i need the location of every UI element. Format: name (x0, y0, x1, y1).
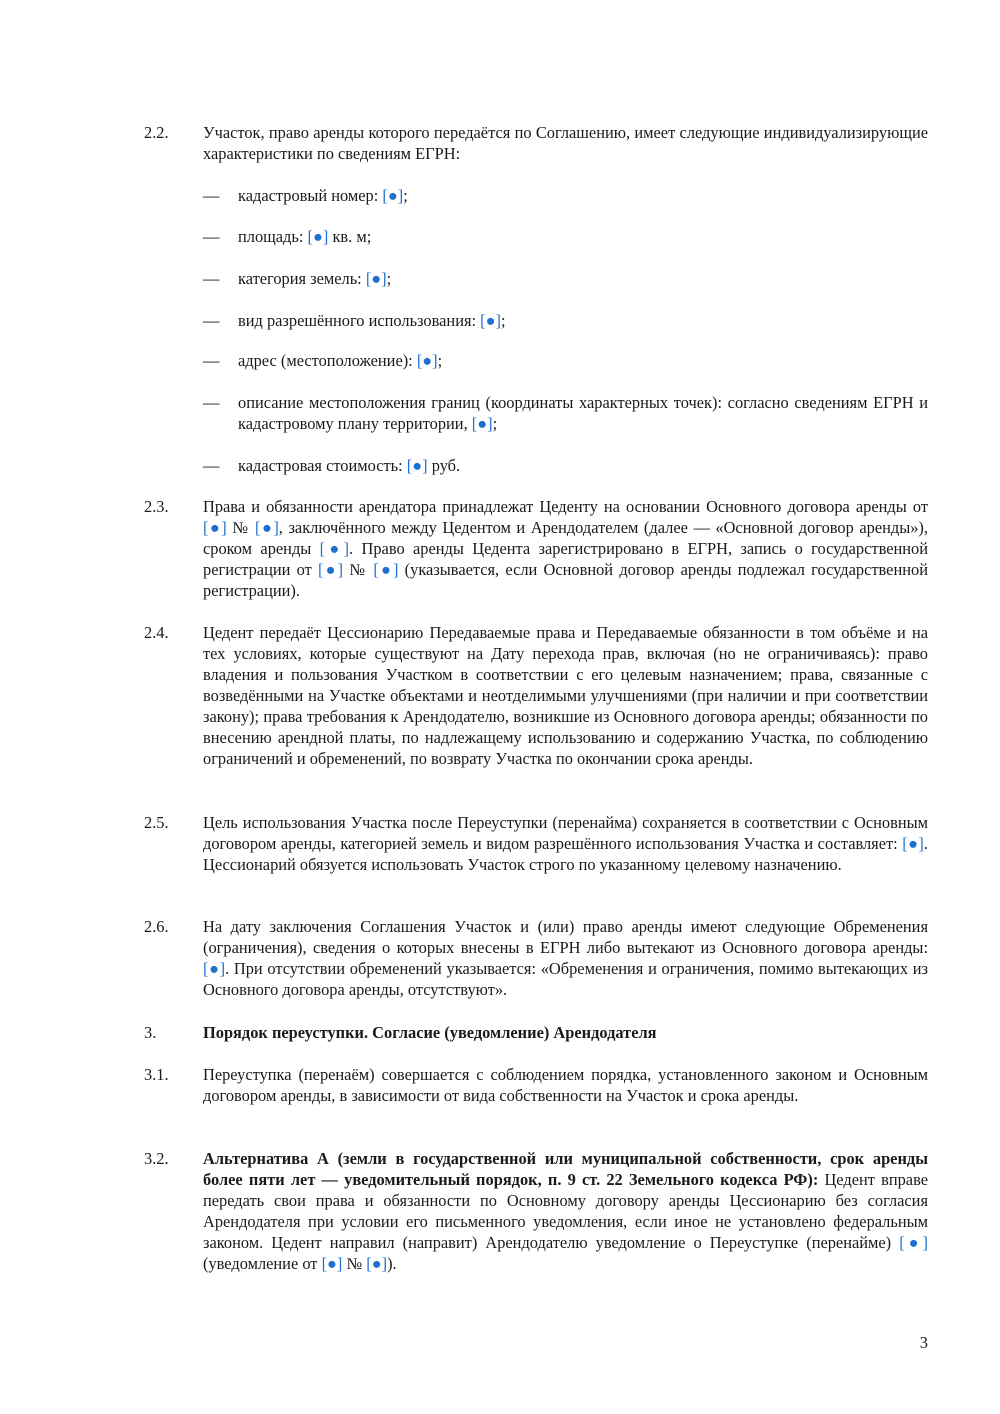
clause-3-1 (144, 1064, 928, 1106)
clause-number: 2.3. (144, 497, 169, 516)
bullet-area (203, 226, 928, 247)
placeholder-mark[interactable]: [●] (480, 311, 501, 330)
clause-text (203, 496, 928, 601)
alternative-heading: Альтернатива А (земли в государственной или муниципальной собственности, срок аренды более пяти лет — уведомительный порядок, п. 9 ст. 22 Земельного кодекса РФ): (203, 1149, 928, 1189)
placeholder-mark[interactable]: [●] (471, 414, 493, 433)
text-run: ). (387, 1254, 397, 1273)
section-number: 3. (144, 1023, 157, 1042)
text-run: № (342, 1254, 367, 1273)
text-run: , заключённого между Цедентом и Арендодателем (далее — «Основной договор аренды»), сроком аренды (203, 518, 928, 558)
clause-text: Участок, право аренды которого передаётся по Соглашению, имеет следующие индивидуализирующие характеристики по сведениям ЕГРН: (203, 123, 928, 163)
clause-number: 2.4. (144, 623, 169, 642)
placeholder-mark[interactable]: [●] (321, 1254, 343, 1273)
unit-text: кв. м; (328, 227, 372, 246)
placeholder-mark[interactable]: [●] (319, 539, 350, 558)
bullet-cadastral-number (203, 185, 928, 206)
text-run: № (343, 560, 374, 579)
placeholder-mark[interactable]: [●] (318, 560, 344, 579)
clause-text (203, 812, 928, 875)
clause-text (203, 916, 928, 1000)
text-run: № (226, 518, 256, 537)
bullet-text: кадастровая стоимость: (238, 456, 407, 475)
dash-marker: — (203, 351, 220, 370)
section-3-heading (144, 1022, 928, 1043)
clause-text (203, 1148, 928, 1274)
dash-marker: — (203, 311, 220, 330)
semicolon: ; (403, 186, 408, 205)
text-run: Цель использования Участка после Переуступки (перенайма) сохраняется в соответствии с Основным договором аренды, категорией земель и видом разрешённого использования Участка и составляет: (203, 813, 928, 853)
text-run: Права и обязанности арендатора принадлежат Цеденту на основании Основного договора аренды от (203, 497, 928, 516)
placeholder-mark[interactable]: [●] (203, 959, 226, 978)
semicolon: ; (492, 414, 498, 433)
clause-number: 2.6. (144, 917, 169, 936)
placeholder-mark[interactable]: [●] (406, 456, 428, 475)
bullet-text: категория земель: (238, 269, 366, 288)
placeholder-mark[interactable]: [●] (255, 518, 279, 537)
bullet-cadastral-value (203, 455, 928, 476)
clause-2-2 (144, 122, 928, 164)
placeholder-mark[interactable]: [●] (382, 186, 404, 205)
clause-number: 2.2. (144, 123, 169, 142)
unit-text: руб. (427, 456, 461, 475)
dash-marker: — (203, 456, 220, 475)
placeholder-mark[interactable]: [●] (416, 351, 438, 370)
bullet-text: кадастровый номер: (238, 186, 383, 205)
text-run: На дату заключения Соглашения Участок и (или) право аренды имеют следующие Обременения (ограничения), сведения о которых внесены в ЕГРН либо вытекают из Основного договора аренды: (203, 917, 928, 957)
dash-marker: — (203, 227, 220, 246)
dash-marker: — (203, 269, 220, 288)
dash-marker: — (203, 393, 220, 412)
section-title: Порядок переуступки. Согласие (уведомление) Арендодателя (203, 1023, 657, 1042)
clause-number: 2.5. (144, 813, 169, 832)
clause-2-6 (144, 916, 928, 1000)
placeholder-mark[interactable]: [●] (203, 518, 227, 537)
clause-2-5 (144, 812, 928, 875)
text-run: . Право аренды Цедента зарегистрировано в ЕГРН, запись о государственной регистрации от (203, 539, 928, 579)
placeholder-mark[interactable]: [●] (365, 269, 387, 288)
placeholder-mark[interactable]: [●] (899, 1233, 928, 1252)
placeholder-mark[interactable]: [●] (307, 227, 329, 246)
clause-3-2 (144, 1148, 928, 1274)
semicolon: ; (386, 269, 392, 288)
semicolon: ; (437, 351, 443, 370)
bullet-land-category (203, 268, 928, 289)
text-run: . При отсутствии обременений указывается: «Обременения и ограничения, помимо вытекающих из Основного договора аренды, отсутствуют». (203, 959, 928, 999)
placeholder-mark[interactable]: [●] (373, 560, 399, 579)
placeholder-mark[interactable]: [●] (902, 834, 924, 853)
clause-2-4 (144, 622, 928, 769)
page-number: 3 (919, 1333, 928, 1352)
bullet-text: адрес (местоположение): (238, 351, 417, 370)
text-run: (уведомление от (203, 1254, 322, 1273)
bullet-address (203, 350, 928, 371)
bullet-text: площадь: (238, 227, 308, 246)
bullet-text: вид разрешённого использования: (238, 311, 481, 330)
clause-number: 3.1. (144, 1065, 169, 1084)
dash-marker: — (203, 186, 220, 205)
clause-number: 3.2. (144, 1149, 169, 1168)
clause-text: Цедент передаёт Цессионарию Передаваемые права и Передаваемые обязанности в том объёме и на тех условиях, которые существуют на Дату перехода прав, включая (но не ограничиваясь): право владения и пользования Участком в соответствии с его целевым назначением; права, связанные с возведёнными на Участке объектами и неотделимыми улучшениями (при наличии и при соответствии закону); права требования к Арендодателю, возникшие из Основного договора аренды; обязанности по внесению арендной платы, по надлежащему использованию и содержанию Участка, по соблюдению ограничений и обременений, по возврату Участка по окончании срока аренды. (203, 623, 928, 768)
text-run: . Цессионарий обязуется использовать Участок строго по указанному целевому назначению. (203, 834, 928, 874)
text-run: (указывается, если Основной договор аренды подлежал государственной регистрации). (203, 560, 928, 600)
bullet-text: описание местоположения границ (координаты характерных точек): согласно сведениям ЕГРН и кадастровому плану территории, (238, 393, 928, 433)
semicolon: ; (501, 311, 506, 330)
clause-text: Переуступка (перенаём) совершается с соблюдением порядка, установленного законом и Основным договором аренды, в зависимости от вида собственности на Участок и срока аренды. (203, 1065, 928, 1105)
bullet-boundaries (203, 392, 928, 434)
text-run: Цедент вправе передать свои права и обязанности по Основному договору аренды Цессионарию без согласия Арендодателя при условии его письменного уведомления, если иное не установлено федеральным законом. Цедент направил (направит) Арендодателю уведомление о Переуступке (перенайме) (203, 1170, 928, 1252)
bullet-permitted-use (203, 310, 928, 331)
placeholder-mark[interactable]: [●] (366, 1254, 388, 1273)
clause-2-3 (144, 496, 928, 601)
